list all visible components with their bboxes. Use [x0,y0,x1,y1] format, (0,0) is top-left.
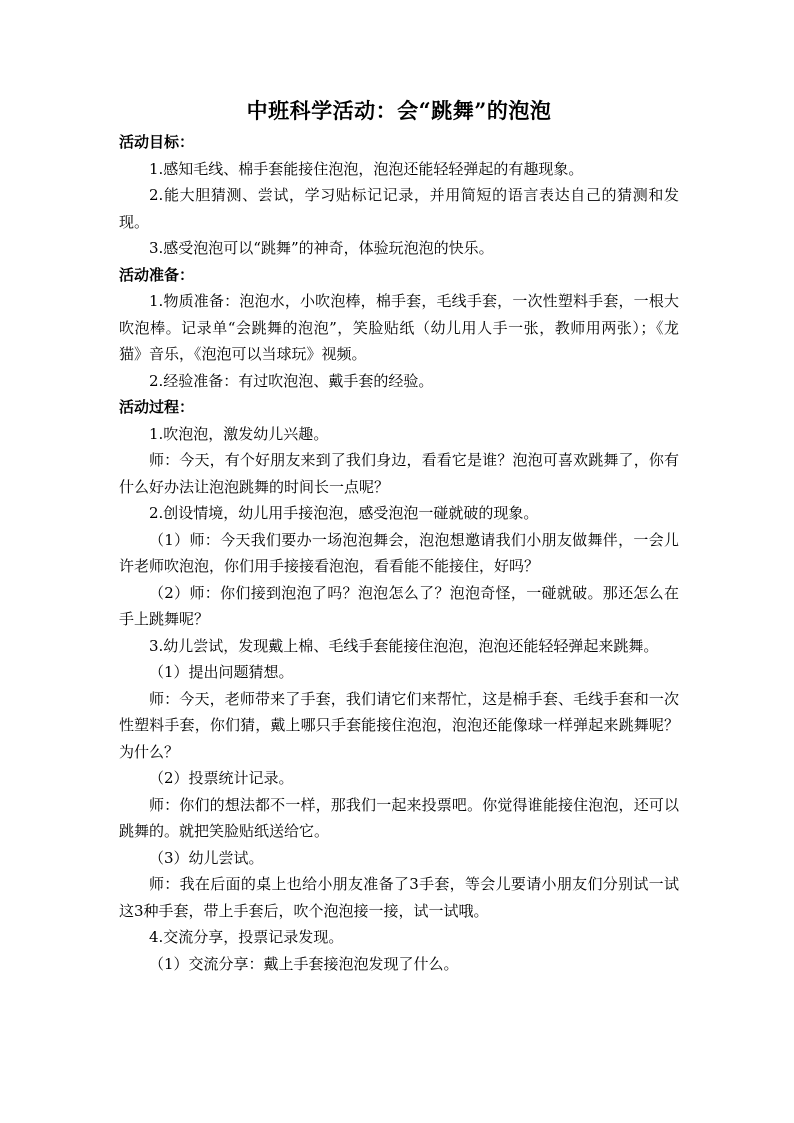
section-heading: 活动目标： [119,133,195,151]
paragraph: 2.经验准备：有过吹泡泡、戴手套的经验。 [149,371,434,390]
paragraph: （3）幼儿尝试。 [149,848,264,867]
section-heading: 活动过程： [119,398,195,416]
paragraph: 1.物质准备：泡泡水，小吹泡棒，棉手套，毛线手套，一次性塑料手套，一根大吹泡棒。记录单“会跳舞的泡泡”，笑脸贴纸（幼儿用人手一张，教师用两张）；《龙猫》音乐，《泡泡可以当球玩》视频。 [119,292,679,363]
paragraph: 师：今天，有个好朋友来到了我们身边，看看它是谁？泡泡可喜欢跳舞了，你有什么好办法让泡泡跳舞的时间长一点呢？ [119,451,679,496]
section-preparation [119,262,679,395]
paragraph: （1）交流分享：戴上手套接泡泡发现了什么。 [149,954,459,973]
document-title: 中班科学活动：会“跳舞”的泡泡 [246,98,552,123]
paragraph: 3.幼儿尝试，发现戴上棉、毛线手套能接住泡泡，泡泡还能轻轻弹起来跳舞。 [149,636,659,655]
paragraph: 4.交流分享，投票记录发现。 [149,928,344,946]
section-process [119,394,679,977]
paragraph: 师：今天，老师带来了手套，我们请它们来帮忙，这是棉手套、毛线手套和一次性塑料手套，你们猜，戴上哪只手套能接住泡泡，泡泡还能像球一样弹起来跳舞呢？为什么？ [119,689,679,761]
paragraph: 1.吹泡泡，激发幼儿兴趣。 [149,424,329,443]
paragraph: （1）师：今天我们要办一场泡泡舞会，泡泡想邀请我们小朋友做舞伴，一会儿许老师吹泡泡，你们用手接接看泡泡，看看能不能接住，好吗？ [119,530,679,575]
paragraph: 师：我在后面的桌上也给小朋友准备了3手套，等会儿要请小朋友们分别试一试这3种手套，带上手套后，吹个泡泡接一接，试一试哦。 [119,875,679,920]
paragraph: 1.感知毛线、棉手套能接住泡泡，泡泡还能轻轻弹起的有趣现象。 [149,159,584,178]
paragraph: 3.感受泡泡可以“跳舞”的神奇，体验玩泡泡的快乐。 [149,239,494,257]
document-page [119,96,679,977]
paragraph: 2.能大胆猜测、尝试，学习贴标记记录，并用简短的语言表达自己的猜测和发现。 [119,186,679,231]
paragraph: （2）投票统计记录。 [149,769,294,787]
section-heading: 活动准备： [119,265,195,284]
section-goals [119,129,679,262]
paragraph: （1）提出问题猜想。 [149,663,294,681]
paragraph: 师：你们的想法都不一样，那我们一起来投票吧。你觉得谁能接住泡泡，还可以跳舞的。就把笑脸贴纸送给它。 [119,795,679,840]
paragraph: （2）师：你们接到泡泡了吗？泡泡怎么了？泡泡奇怪，一碰就破。那还怎么在手上跳舞呢？ [119,583,679,628]
paragraph: 2.创设情境，幼儿用手接泡泡，感受泡泡一碰就破的现象。 [149,504,539,522]
